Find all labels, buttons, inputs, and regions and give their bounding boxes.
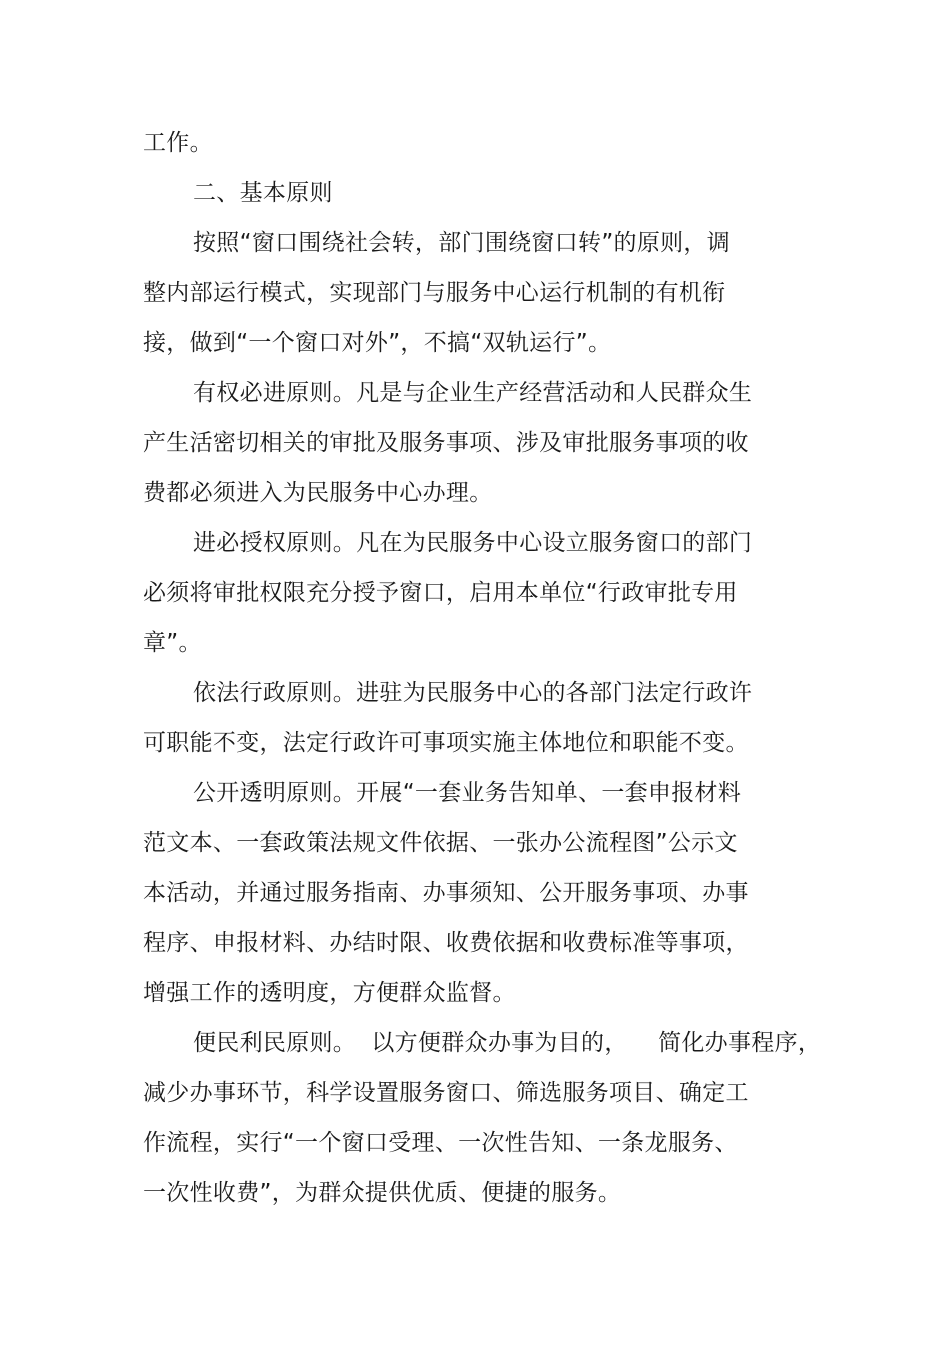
text-line: 费都必须进入为民服务中心办理。	[143, 480, 493, 506]
text-line: 本活动，并通过服务指南、办事须知、公开服务事项、办事	[143, 880, 749, 906]
section-heading: 二、基本原则	[193, 180, 333, 206]
text-line: 必须将审批权限充分授予窗口，启用本单位“行政审批专用	[143, 580, 738, 606]
text-line: 公开透明原则。开展“一套业务告知单、一套申报材料	[193, 780, 742, 806]
text-line: 有权必进原则。凡是与企业生产经营活动和人民群众生	[193, 380, 753, 406]
text-line: 程序、申报材料、办结时限、收费依据和收费标准等事项，	[143, 930, 749, 956]
text-line: 产生活密切相关的审批及服务事项、涉及审批服务事项的收	[143, 430, 749, 456]
text-line: 整内部运行模式，实现部门与服务中心运行机制的有机衔	[143, 280, 726, 306]
text-line: 按照“窗口围绕社会转，部门围绕窗口转”的原则，调	[193, 230, 731, 256]
text-line: 可职能不变，法定行政许可事项实施主体地位和职能不变。	[143, 730, 749, 756]
text-line: 进必授权原则。凡在为民服务中心设立服务窗口的部门	[193, 530, 753, 556]
text-line: 工作。	[143, 130, 213, 156]
text-line: 接，做到“一个窗口对外”，不搞“双轨运行”。	[143, 330, 612, 356]
text-line: 减少办事环节，科学设置服务窗口、筛选服务项目、确定工	[143, 1080, 749, 1106]
text-line: 一次性收费”，为群众提供优质、便捷的服务。	[143, 1180, 622, 1206]
text-line: 作流程，实行“一个窗口受理、一次性告知、一条龙服务、	[143, 1130, 738, 1156]
text-line: 范文本、一套政策法规文件依据、一张办公流程图”公示文	[143, 830, 738, 856]
text-line: 便民利民原则。 以方便群众办事为目的， 简化办事程序，	[193, 1030, 822, 1056]
text-line: 章”。	[143, 630, 202, 656]
text-line: 依法行政原则。进驻为民服务中心的各部门法定行政许	[193, 680, 753, 706]
text-line: 增强工作的透明度，方便群众监督。	[143, 980, 516, 1006]
